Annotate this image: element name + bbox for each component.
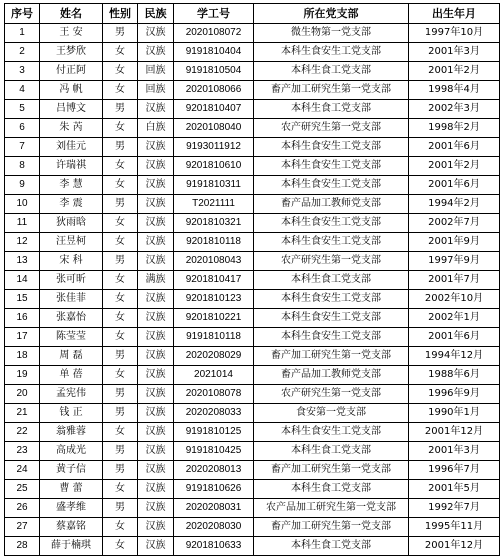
cell-student-id: 2020208031 bbox=[174, 499, 254, 518]
cell-index: 1 bbox=[5, 24, 40, 43]
cell-ethnicity: 汉族 bbox=[138, 480, 174, 499]
table-row bbox=[5, 119, 500, 138]
cell-gender: 女 bbox=[103, 119, 138, 138]
cell-index: 24 bbox=[5, 461, 40, 480]
cell-index: 23 bbox=[5, 442, 40, 461]
cell-name: 刘佳元 bbox=[40, 138, 103, 157]
cell-birth-month: 1988年6月 bbox=[409, 366, 500, 385]
cell-index: 28 bbox=[5, 537, 40, 556]
cell-birth-month: 2001年5月 bbox=[409, 480, 500, 499]
cell-birth-month: 2002年10月 bbox=[409, 290, 500, 309]
cell-index: 26 bbox=[5, 499, 40, 518]
table-row bbox=[5, 385, 500, 404]
cell-party-branch: 本科生食工党支部 bbox=[254, 271, 409, 290]
cell-ethnicity: 汉族 bbox=[138, 518, 174, 537]
cell-ethnicity: 汉族 bbox=[138, 214, 174, 233]
cell-gender: 男 bbox=[103, 461, 138, 480]
cell-ethnicity: 满族 bbox=[138, 271, 174, 290]
cell-gender: 女 bbox=[103, 480, 138, 499]
cell-birth-month: 2002年7月 bbox=[409, 214, 500, 233]
cell-birth-month: 2002年1月 bbox=[409, 309, 500, 328]
cell-party-branch: 畜产加工研究生第一党支部 bbox=[254, 518, 409, 537]
cell-index: 15 bbox=[5, 290, 40, 309]
cell-index: 10 bbox=[5, 195, 40, 214]
table-row bbox=[5, 499, 500, 518]
col-header-party-branch: 所在党支部 bbox=[254, 4, 409, 24]
cell-party-branch: 农产研究生第一党支部 bbox=[254, 252, 409, 271]
member-roster-table bbox=[4, 3, 500, 556]
cell-gender: 女 bbox=[103, 62, 138, 81]
table-row bbox=[5, 461, 500, 480]
cell-gender: 男 bbox=[103, 442, 138, 461]
cell-gender: 男 bbox=[103, 385, 138, 404]
cell-index: 9 bbox=[5, 176, 40, 195]
table-row bbox=[5, 347, 500, 366]
cell-party-branch: 本科生食安生工党支部 bbox=[254, 157, 409, 176]
table-row bbox=[5, 290, 500, 309]
table-row bbox=[5, 480, 500, 499]
cell-ethnicity: 汉族 bbox=[138, 157, 174, 176]
cell-gender: 男 bbox=[103, 499, 138, 518]
col-header-student-id: 学工号 bbox=[174, 4, 254, 24]
cell-name: 王 安 bbox=[40, 24, 103, 43]
cell-ethnicity: 回族 bbox=[138, 81, 174, 100]
cell-party-branch: 本科生食安生工党支部 bbox=[254, 423, 409, 442]
cell-gender: 女 bbox=[103, 214, 138, 233]
cell-ethnicity: 汉族 bbox=[138, 461, 174, 480]
cell-name: 汪昱柯 bbox=[40, 233, 103, 252]
cell-ethnicity: 汉族 bbox=[138, 537, 174, 556]
cell-student-id: 2020108043 bbox=[174, 252, 254, 271]
cell-gender: 女 bbox=[103, 290, 138, 309]
cell-student-id: 2020108078 bbox=[174, 385, 254, 404]
cell-student-id: 9201810118 bbox=[174, 233, 254, 252]
table-row bbox=[5, 214, 500, 233]
cell-student-id: 2021014 bbox=[174, 366, 254, 385]
cell-student-id: 2020208029 bbox=[174, 347, 254, 366]
cell-birth-month: 2001年12月 bbox=[409, 537, 500, 556]
cell-ethnicity: 汉族 bbox=[138, 423, 174, 442]
cell-name: 张佳菲 bbox=[40, 290, 103, 309]
cell-student-id: 9191810118 bbox=[174, 328, 254, 347]
cell-index: 25 bbox=[5, 480, 40, 499]
cell-index: 20 bbox=[5, 385, 40, 404]
cell-student-id: 2020108040 bbox=[174, 119, 254, 138]
cell-gender: 男 bbox=[103, 404, 138, 423]
cell-student-id: 9201810633 bbox=[174, 537, 254, 556]
cell-student-id: 2020108072 bbox=[174, 24, 254, 43]
cell-index: 16 bbox=[5, 309, 40, 328]
cell-birth-month: 2001年12月 bbox=[409, 423, 500, 442]
cell-party-branch: 本科生食安生工党支部 bbox=[254, 233, 409, 252]
cell-gender: 女 bbox=[103, 537, 138, 556]
cell-index: 4 bbox=[5, 81, 40, 100]
cell-birth-month: 1994年2月 bbox=[409, 195, 500, 214]
table-row bbox=[5, 309, 500, 328]
header-row bbox=[5, 4, 500, 24]
cell-birth-month: 2001年2月 bbox=[409, 62, 500, 81]
cell-party-branch: 本科生食安生工党支部 bbox=[254, 214, 409, 233]
cell-student-id: 9201810407 bbox=[174, 100, 254, 119]
cell-birth-month: 2001年6月 bbox=[409, 176, 500, 195]
cell-ethnicity: 汉族 bbox=[138, 252, 174, 271]
cell-index: 22 bbox=[5, 423, 40, 442]
cell-ethnicity: 汉族 bbox=[138, 385, 174, 404]
cell-name: 周 磊 bbox=[40, 347, 103, 366]
cell-gender: 女 bbox=[103, 328, 138, 347]
cell-name: 吕博文 bbox=[40, 100, 103, 119]
cell-name: 薛于楠琪 bbox=[40, 537, 103, 556]
cell-index: 27 bbox=[5, 518, 40, 537]
cell-birth-month: 2001年7月 bbox=[409, 271, 500, 290]
cell-party-branch: 本科生食安生工党支部 bbox=[254, 290, 409, 309]
cell-index: 12 bbox=[5, 233, 40, 252]
table-row bbox=[5, 518, 500, 537]
cell-gender: 男 bbox=[103, 195, 138, 214]
cell-party-branch: 本科生食安生工党支部 bbox=[254, 328, 409, 347]
table-row bbox=[5, 100, 500, 119]
cell-party-branch: 畜产加工研究生第一党支部 bbox=[254, 347, 409, 366]
cell-ethnicity: 汉族 bbox=[138, 138, 174, 157]
cell-name: 许瑞祺 bbox=[40, 157, 103, 176]
cell-birth-month: 2001年6月 bbox=[409, 328, 500, 347]
cell-name: 宋 科 bbox=[40, 252, 103, 271]
cell-party-branch: 本科生食安生工党支部 bbox=[254, 138, 409, 157]
table-row bbox=[5, 366, 500, 385]
cell-ethnicity: 汉族 bbox=[138, 328, 174, 347]
table-row bbox=[5, 157, 500, 176]
cell-birth-month: 1997年10月 bbox=[409, 24, 500, 43]
cell-name: 翁雅蓉 bbox=[40, 423, 103, 442]
cell-party-branch: 本科生食安生工党支部 bbox=[254, 43, 409, 62]
cell-ethnicity: 汉族 bbox=[138, 309, 174, 328]
cell-index: 5 bbox=[5, 100, 40, 119]
cell-student-id: 9201810610 bbox=[174, 157, 254, 176]
cell-party-branch: 畜产加工研究生第一党支部 bbox=[254, 81, 409, 100]
cell-gender: 女 bbox=[103, 366, 138, 385]
cell-party-branch: 食安第一党支部 bbox=[254, 404, 409, 423]
cell-gender: 女 bbox=[103, 81, 138, 100]
cell-name: 付正阿 bbox=[40, 62, 103, 81]
cell-ethnicity: 汉族 bbox=[138, 366, 174, 385]
cell-gender: 女 bbox=[103, 43, 138, 62]
col-header-birth-month: 出生年月 bbox=[409, 4, 500, 24]
cell-party-branch: 畜产品加工教师党支部 bbox=[254, 366, 409, 385]
cell-index: 6 bbox=[5, 119, 40, 138]
table-row bbox=[5, 271, 500, 290]
table-row bbox=[5, 252, 500, 271]
cell-ethnicity: 汉族 bbox=[138, 100, 174, 119]
cell-ethnicity: 汉族 bbox=[138, 233, 174, 252]
cell-birth-month: 1998年2月 bbox=[409, 119, 500, 138]
cell-birth-month: 1996年7月 bbox=[409, 461, 500, 480]
cell-student-id: 9201810417 bbox=[174, 271, 254, 290]
cell-birth-month: 1997年9月 bbox=[409, 252, 500, 271]
table-row bbox=[5, 233, 500, 252]
table-row bbox=[5, 81, 500, 100]
cell-name: 张嘉怡 bbox=[40, 309, 103, 328]
cell-birth-month: 2001年9月 bbox=[409, 233, 500, 252]
cell-gender: 男 bbox=[103, 24, 138, 43]
cell-student-id: T2021111 bbox=[174, 195, 254, 214]
cell-party-branch: 畜产品加工教师党支部 bbox=[254, 195, 409, 214]
cell-party-branch: 本科生食安生工党支部 bbox=[254, 176, 409, 195]
cell-name: 王梦欣 bbox=[40, 43, 103, 62]
cell-party-branch: 本科生食工党支部 bbox=[254, 537, 409, 556]
cell-index: 13 bbox=[5, 252, 40, 271]
cell-birth-month: 1996年9月 bbox=[409, 385, 500, 404]
cell-student-id: 9193011912 bbox=[174, 138, 254, 157]
cell-student-id: 2020208013 bbox=[174, 461, 254, 480]
cell-name: 曹 蕾 bbox=[40, 480, 103, 499]
cell-gender: 男 bbox=[103, 100, 138, 119]
cell-gender: 女 bbox=[103, 423, 138, 442]
table-row bbox=[5, 62, 500, 81]
cell-name: 陈莹莹 bbox=[40, 328, 103, 347]
cell-birth-month: 1994年12月 bbox=[409, 347, 500, 366]
cell-party-branch: 本科生食工党支部 bbox=[254, 480, 409, 499]
table-row bbox=[5, 404, 500, 423]
cell-ethnicity: 汉族 bbox=[138, 499, 174, 518]
cell-student-id: 2020208030 bbox=[174, 518, 254, 537]
cell-ethnicity: 回族 bbox=[138, 62, 174, 81]
cell-gender: 女 bbox=[103, 271, 138, 290]
cell-birth-month: 1998年4月 bbox=[409, 81, 500, 100]
cell-gender: 男 bbox=[103, 138, 138, 157]
cell-name: 朱 芮 bbox=[40, 119, 103, 138]
cell-student-id: 9191810425 bbox=[174, 442, 254, 461]
cell-index: 2 bbox=[5, 43, 40, 62]
cell-party-branch: 本科生食工党支部 bbox=[254, 442, 409, 461]
cell-name: 冯 帆 bbox=[40, 81, 103, 100]
cell-index: 17 bbox=[5, 328, 40, 347]
table-row bbox=[5, 423, 500, 442]
cell-student-id: 9191810125 bbox=[174, 423, 254, 442]
cell-ethnicity: 汉族 bbox=[138, 290, 174, 309]
cell-student-id: 9191810404 bbox=[174, 43, 254, 62]
cell-ethnicity: 汉族 bbox=[138, 347, 174, 366]
cell-index: 21 bbox=[5, 404, 40, 423]
cell-name: 黄子信 bbox=[40, 461, 103, 480]
cell-gender: 男 bbox=[103, 252, 138, 271]
cell-birth-month: 1990年1月 bbox=[409, 404, 500, 423]
cell-student-id: 2020108066 bbox=[174, 81, 254, 100]
cell-name: 张可昕 bbox=[40, 271, 103, 290]
col-header-index: 序号 bbox=[5, 4, 40, 24]
cell-birth-month: 2001年3月 bbox=[409, 43, 500, 62]
cell-birth-month: 2001年6月 bbox=[409, 138, 500, 157]
cell-student-id: 9201810321 bbox=[174, 214, 254, 233]
cell-student-id: 9201810123 bbox=[174, 290, 254, 309]
cell-party-branch: 畜产加工研究生第一党支部 bbox=[254, 461, 409, 480]
cell-birth-month: 2001年3月 bbox=[409, 442, 500, 461]
table-row bbox=[5, 176, 500, 195]
col-header-ethnicity: 民族 bbox=[138, 4, 174, 24]
cell-student-id: 9191810504 bbox=[174, 62, 254, 81]
cell-index: 7 bbox=[5, 138, 40, 157]
cell-gender: 女 bbox=[103, 176, 138, 195]
col-header-name: 姓名 bbox=[40, 4, 103, 24]
cell-gender: 女 bbox=[103, 157, 138, 176]
cell-ethnicity: 汉族 bbox=[138, 404, 174, 423]
table-row bbox=[5, 328, 500, 347]
cell-party-branch: 农产品加工研究生第一党支部 bbox=[254, 499, 409, 518]
table-row bbox=[5, 195, 500, 214]
cell-ethnicity: 汉族 bbox=[138, 43, 174, 62]
cell-party-branch: 农产研究生第一党支部 bbox=[254, 385, 409, 404]
cell-ethnicity: 汉族 bbox=[138, 442, 174, 461]
cell-index: 8 bbox=[5, 157, 40, 176]
cell-birth-month: 2002年3月 bbox=[409, 100, 500, 119]
table-row bbox=[5, 43, 500, 62]
cell-index: 19 bbox=[5, 366, 40, 385]
cell-name: 蔡嘉铭 bbox=[40, 518, 103, 537]
cell-gender: 女 bbox=[103, 309, 138, 328]
cell-name: 狄雨晗 bbox=[40, 214, 103, 233]
cell-student-id: 9201810221 bbox=[174, 309, 254, 328]
cell-name: 盛孝维 bbox=[40, 499, 103, 518]
cell-ethnicity: 汉族 bbox=[138, 24, 174, 43]
cell-name: 孟宪伟 bbox=[40, 385, 103, 404]
cell-ethnicity: 白族 bbox=[138, 119, 174, 138]
cell-index: 11 bbox=[5, 214, 40, 233]
cell-ethnicity: 汉族 bbox=[138, 195, 174, 214]
cell-birth-month: 1992年7月 bbox=[409, 499, 500, 518]
cell-student-id: 9191810311 bbox=[174, 176, 254, 195]
cell-name: 单 蓓 bbox=[40, 366, 103, 385]
table-row bbox=[5, 138, 500, 157]
cell-name: 钱 正 bbox=[40, 404, 103, 423]
cell-name: 李 震 bbox=[40, 195, 103, 214]
cell-index: 3 bbox=[5, 62, 40, 81]
cell-index: 14 bbox=[5, 271, 40, 290]
cell-ethnicity: 汉族 bbox=[138, 176, 174, 195]
roster-body bbox=[5, 24, 500, 556]
cell-party-branch: 微生物第一党支部 bbox=[254, 24, 409, 43]
cell-student-id: 2020208033 bbox=[174, 404, 254, 423]
table-row bbox=[5, 24, 500, 43]
cell-gender: 男 bbox=[103, 347, 138, 366]
cell-party-branch: 农产研究生第一党支部 bbox=[254, 119, 409, 138]
cell-name: 李 慧 bbox=[40, 176, 103, 195]
cell-birth-month: 1995年11月 bbox=[409, 518, 500, 537]
roster-table-container bbox=[4, 3, 500, 556]
cell-student-id: 9191810626 bbox=[174, 480, 254, 499]
cell-name: 高成光 bbox=[40, 442, 103, 461]
col-header-gender: 性别 bbox=[103, 4, 138, 24]
cell-party-branch: 本科生食安生工党支部 bbox=[254, 309, 409, 328]
cell-gender: 女 bbox=[103, 233, 138, 252]
table-row bbox=[5, 442, 500, 461]
cell-party-branch: 本科生食工党支部 bbox=[254, 62, 409, 81]
cell-party-branch: 本科生食工党支部 bbox=[254, 100, 409, 119]
cell-gender: 女 bbox=[103, 518, 138, 537]
cell-index: 18 bbox=[5, 347, 40, 366]
cell-birth-month: 2001年2月 bbox=[409, 157, 500, 176]
table-row bbox=[5, 537, 500, 556]
